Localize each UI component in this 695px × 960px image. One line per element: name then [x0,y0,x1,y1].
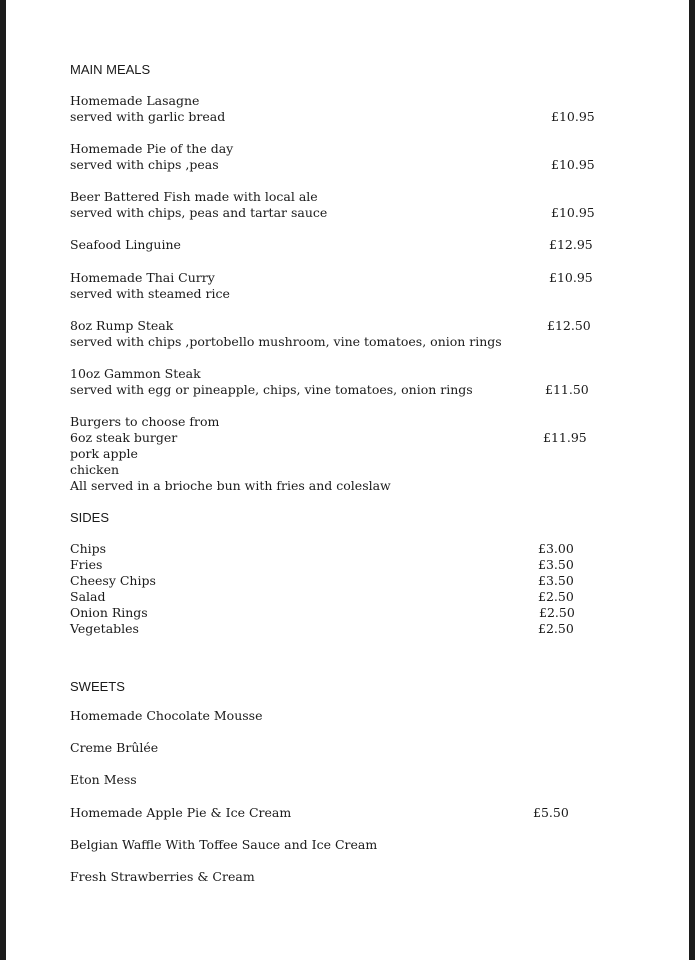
sweets-heading: SWEETS [70,679,125,694]
sweet-apple-pie: Homemade Apple Pie & Ice Cream [70,805,292,820]
side-vegetables-price: £2.50 [538,621,574,636]
side-chips-price: £3.00 [538,541,574,556]
side-chips: Chips [70,541,107,556]
lasagne-price: £10.95 [551,109,595,124]
side-onion-rings: Onion Rings [70,605,148,620]
sides-heading: SIDES [70,510,110,525]
gammon-price: £11.50 [545,382,589,397]
side-cheesy-chips: Cheesy Chips [70,573,156,588]
sweet-belgian-waffle: Belgian Waffle With Toffee Sauce and Ice Cream [70,837,378,852]
side-cheesy-chips-price: £3.50 [538,573,574,588]
fish-price: £10.95 [551,205,595,220]
pie-name: Homemade Pie of the day [70,141,234,156]
lasagne-desc: served with garlic bread [70,109,226,124]
menu-page [6,0,689,960]
sweet-eton-mess: Eton Mess [70,772,137,787]
main-meals-heading: MAIN MEALS [70,62,151,77]
burgers-intro: Burgers to choose from [70,414,220,429]
burger-option-chicken: chicken [70,462,120,477]
side-onion-rings-price: £2.50 [539,605,575,620]
side-vegetables: Vegetables [70,621,139,636]
curry-name: Homemade Thai Curry [70,270,215,285]
lasagne-name: Homemade Lasagne [70,93,200,108]
fish-desc: served with chips, peas and tartar sauce [70,205,328,220]
pie-desc: served with chips ,peas [70,157,219,172]
side-salad: Salad [70,589,106,604]
rump-price: £12.50 [547,318,591,333]
sweets-price: £5.50 [533,805,569,820]
gammon-name: 10oz Gammon Steak [70,366,201,381]
linguine-name: Seafood Linguine [70,237,181,252]
sweet-strawberries: Fresh Strawberries & Cream [70,869,255,884]
burger-option-pork-apple: pork apple [70,446,138,461]
pie-price: £10.95 [551,157,595,172]
burger-option-steak: 6oz steak burger [70,430,178,445]
side-salad-price: £2.50 [538,589,574,604]
burgers-price: £11.95 [543,430,587,445]
rump-desc: served with chips ,portobello mushroom, vine tomatoes, onion rings [70,334,502,349]
curry-desc: served with steamed rice [70,286,230,301]
rump-name: 8oz Rump Steak [70,318,174,333]
linguine-price: £12.95 [549,237,593,252]
sweet-chocolate-mousse: Homemade Chocolate Mousse [70,708,263,723]
sweet-creme-brulee: Creme Brûlée [70,740,159,755]
burgers-note: All served in a brioche bun with fries and coleslaw [70,478,391,493]
fish-name: Beer Battered Fish made with local ale [70,189,318,204]
side-fries: Fries [70,557,103,572]
side-fries-price: £3.50 [538,557,574,572]
gammon-desc: served with egg or pineapple, chips, vine tomatoes, onion rings [70,382,473,397]
curry-price: £10.95 [549,270,593,285]
